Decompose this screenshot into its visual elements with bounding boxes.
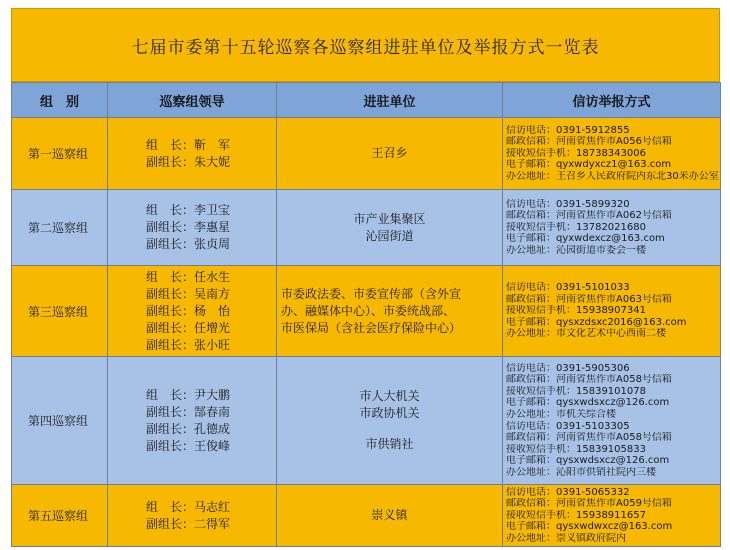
unit-line: 市产业集聚区 <box>353 211 426 226</box>
group-leaders <box>108 266 277 357</box>
table-row <box>12 118 721 190</box>
unit-line: 市医保局（含社会医疗保险中心） <box>281 320 462 335</box>
contact-line: 接收短信手机：18738343006 <box>506 147 646 159</box>
contact-line: 电子邮箱：qysxwdsxcz@126.com <box>506 455 670 467</box>
stationed-units <box>277 485 503 547</box>
leader-line: 副组长：孔德成 <box>146 421 231 436</box>
contact-line: 办公地址：市文化艺术中心西南二楼 <box>506 328 666 340</box>
table-title: 七届市委第十五轮巡察各巡察组进驻单位及举报方式一览表 <box>11 8 720 82</box>
leader-line: 副组长：王俊峰 <box>146 438 231 453</box>
unit-line: 市委政法委、市委宣传部（含外宣 <box>281 286 462 301</box>
table-row <box>12 190 721 266</box>
contact-info <box>503 357 721 485</box>
contact-line: 办公地址：沁阳市供销社院内三楼 <box>506 466 656 478</box>
table-row <box>12 357 721 485</box>
group-name: 第二巡察组 <box>12 190 108 266</box>
header-units: 进驻单位 <box>277 83 503 118</box>
contact-line: 邮政信箱：河南省焦作市A058号信箱 <box>506 374 672 386</box>
contact-info <box>503 190 721 266</box>
contact-line: 信访电话：0391-5103305 <box>506 420 630 432</box>
contact-line: 邮政信箱：河南省焦作市A056号信箱 <box>506 136 672 148</box>
contact-line: 电子邮箱：qyxwdyxcz1@163.com <box>506 159 672 171</box>
leader-line: 副组长：张贞周 <box>146 237 231 251</box>
unit-line: 王召乡 <box>371 146 408 160</box>
stationed-units <box>277 266 503 357</box>
contact-line: 接收短信手机：13782021680 <box>506 221 646 233</box>
contact-line: 接收短信手机：15839101078 <box>506 385 646 397</box>
group-leaders <box>108 485 277 547</box>
contact-line: 接收短信手机：15938911657 <box>506 509 646 521</box>
table-row <box>12 485 721 547</box>
contact-line: 信访电话：0391-5912855 <box>506 124 630 136</box>
inspection-table <box>11 82 721 547</box>
leader-line: 副组长：朱大妮 <box>146 154 231 169</box>
contact-line: 信访电话：0391-5065332 <box>506 486 630 498</box>
leader-line: 副组长：张小旺 <box>146 337 231 352</box>
contact-line: 办公地址：王召乡人民政府院内东北30米办公室 <box>506 170 719 182</box>
group-leaders <box>108 190 277 266</box>
leader-line: 组 长：靳 军 <box>146 137 231 152</box>
leader-line: 组 长：尹大鹏 <box>146 387 231 402</box>
leader-line: 副组长：杨 怡 <box>146 303 231 318</box>
stationed-units <box>277 190 503 266</box>
contact-info <box>503 485 721 547</box>
contact-line: 邮政信箱：河南省焦作市A058号信箱 <box>506 432 672 444</box>
leader-line: 组 长：任水生 <box>146 269 231 284</box>
unit-line: 市供销社 <box>365 437 414 451</box>
contact-line: 电子邮箱：qysxwdsxcz@126.com <box>506 397 670 409</box>
leader-line: 组 长：马志红 <box>146 499 231 514</box>
contact-line: 信访电话：0391-5899320 <box>506 198 630 210</box>
unit-line: 市人大机关 <box>359 389 420 403</box>
header-leaders: 巡察组领导 <box>108 83 277 118</box>
unit-line: 市政协机关 <box>359 406 420 420</box>
leader-line: 副组长：郜春南 <box>146 404 231 419</box>
leader-line: 组 长：李卫宝 <box>146 203 231 217</box>
stationed-units <box>277 357 503 485</box>
contact-line: 办公地址：崇义镇政府院内 <box>506 532 626 544</box>
unit-line: 办、融媒体中心）、市委统战部、 <box>281 303 456 318</box>
leader-line: 副组长：吴南方 <box>146 286 231 301</box>
contact-line: 接收短信手机：15839105833 <box>506 443 646 455</box>
contact-line: 电子邮箱：qyxwdexcz@163.com <box>506 233 665 245</box>
contact-line: 邮政信箱：河南省焦作市A059号信箱 <box>506 498 672 510</box>
group-name: 第三巡察组 <box>12 266 108 357</box>
unit-line <box>277 422 502 436</box>
contact-info <box>503 266 721 357</box>
group-leaders <box>108 357 277 485</box>
contact-line: 办公地址：沁园街道市委会一楼 <box>506 244 646 256</box>
unit-line: 崇义镇 <box>371 508 408 522</box>
group-leaders <box>108 118 277 190</box>
contact-line: 信访电话：0391-5905306 <box>506 362 630 374</box>
header-group: 组 别 <box>12 83 108 118</box>
contact-line: 电子邮箱：qysxwdwxcz@163.com <box>506 521 673 533</box>
unit-line: 沁园街道 <box>365 228 414 243</box>
leader-line: 副组长：二得军 <box>146 516 231 531</box>
stationed-units <box>277 118 503 190</box>
header-contact: 信访举报方式 <box>503 83 721 118</box>
header-row <box>12 83 721 118</box>
contact-line: 办公地址：市机关综合楼 <box>506 408 616 420</box>
contact-line: 电子邮箱：qysxzdsxc2016@163.com <box>506 316 687 328</box>
leader-line: 副组长：李惠星 <box>146 220 231 234</box>
table-row <box>12 266 721 357</box>
leader-line: 副组长：任增光 <box>146 320 231 335</box>
inspection-table-sheet <box>11 8 720 547</box>
contact-line: 信访电话：0391-5101033 <box>506 282 630 294</box>
contact-line: 接收短信手机：15938907341 <box>506 305 646 317</box>
group-name: 第四巡察组 <box>12 357 108 485</box>
group-name: 第五巡察组 <box>12 485 108 547</box>
contact-line: 邮政信箱：河南省焦作市A062号信箱 <box>506 210 672 222</box>
contact-info <box>503 118 721 190</box>
group-name: 第一巡察组 <box>12 118 108 190</box>
contact-line: 邮政信箱：河南省焦作市A063号信箱 <box>506 293 672 305</box>
